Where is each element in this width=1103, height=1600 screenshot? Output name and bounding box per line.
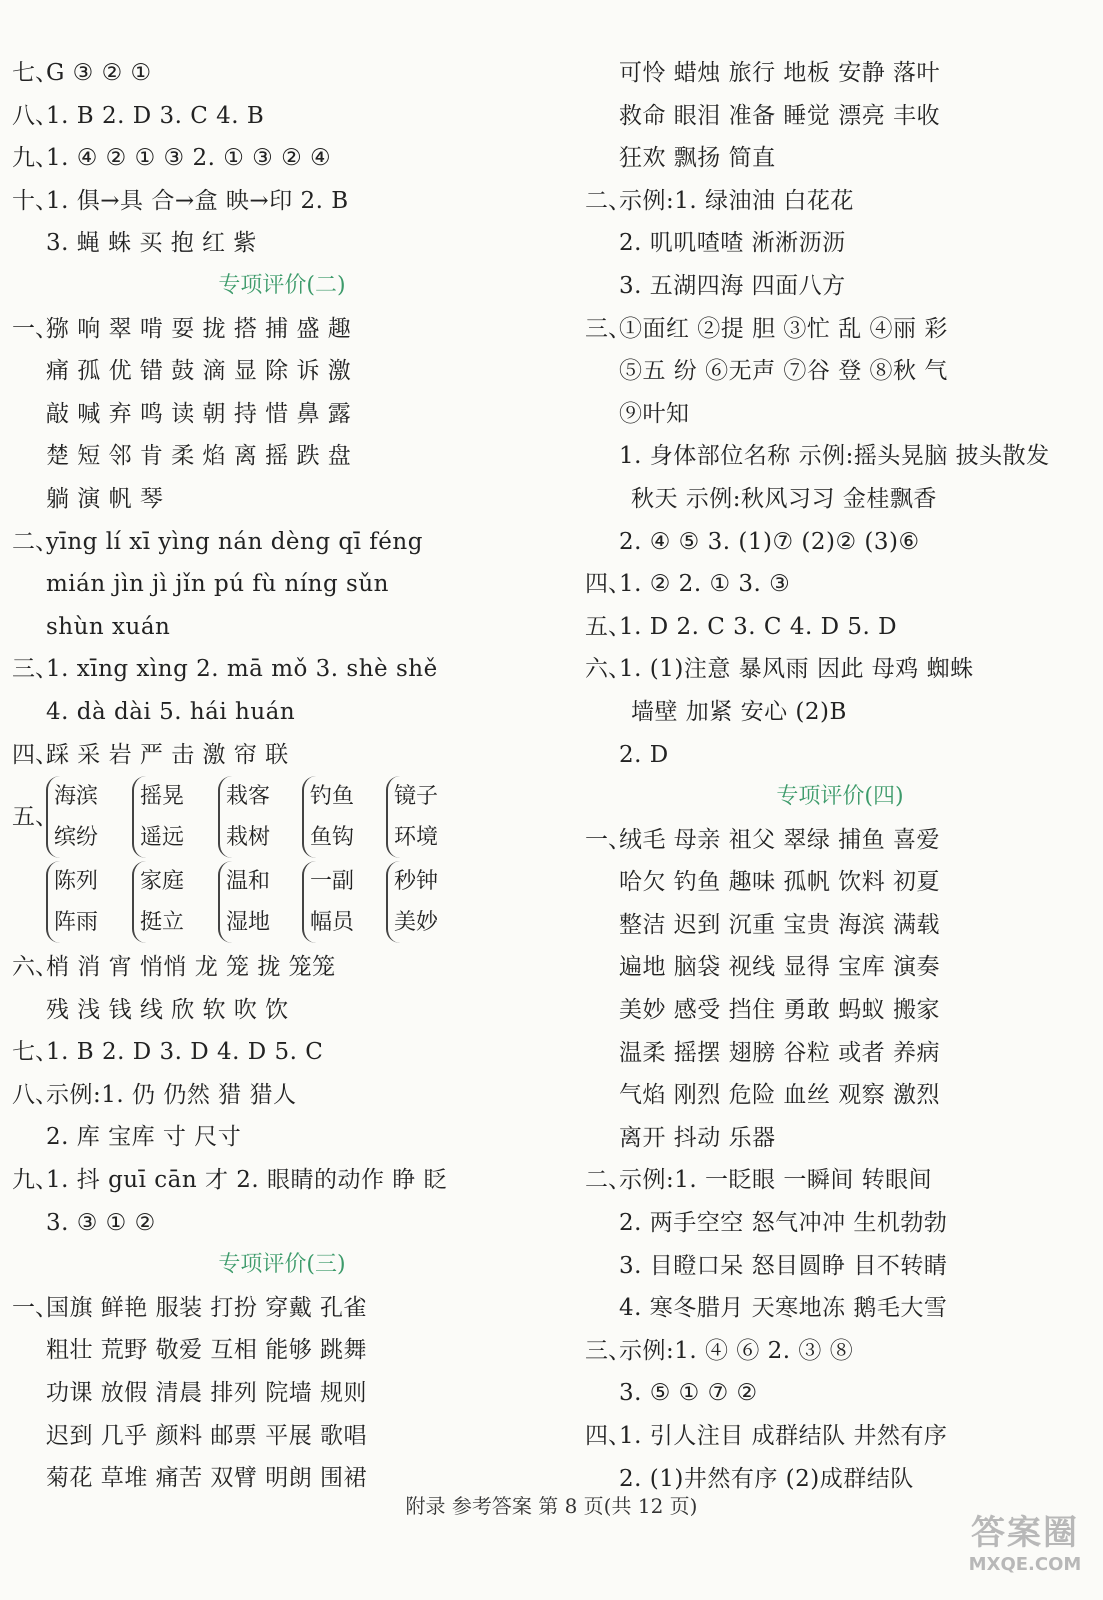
question-number: 三、	[585, 1337, 631, 1364]
answer-line	[585, 648, 1095, 691]
answer-text: 迟到 几乎 颜料 邮票 平展 歌唱	[46, 1422, 368, 1449]
answer-text: 温柔 摇摆 翅膀 谷粒 或者 养病	[619, 1039, 941, 1066]
answer-text: 2. 叽叽喳喳 淅淅沥沥	[619, 230, 846, 257]
answer-line	[585, 563, 1095, 606]
answer-line	[12, 137, 552, 180]
question-number: 二、	[585, 187, 631, 214]
answer-text: 1. 引人注目 成群结队 井然有序	[619, 1423, 948, 1449]
answer-text: 躺 演 帆 琴	[46, 485, 164, 512]
answer-text: 1. B 2. D 3. C 4. B	[46, 102, 265, 129]
question-number: 七、	[12, 1039, 58, 1066]
answer-text: 菊花 草堆 痛苦 双臂 明朗 围裙	[46, 1465, 368, 1492]
answer-text: 2. 库 宝库 寸 尺寸	[46, 1124, 242, 1151]
word: 钓鱼	[310, 784, 355, 810]
answer-line	[12, 1116, 552, 1159]
question-number: 五、	[12, 804, 58, 831]
answer-line	[585, 180, 1095, 223]
answer-text: mián jìn jì jǐn pú fù níng sǔn	[46, 571, 389, 598]
section-title: 专项评价(三)	[218, 1252, 346, 1278]
answer-text: 1. 身体部位名称 示例:摇头晃脑 披头散发	[619, 443, 1050, 470]
word: 摇晃	[140, 784, 185, 810]
answer-line	[12, 308, 552, 351]
word: 缤纷	[54, 825, 99, 851]
question-number: 三、	[585, 315, 631, 342]
answer-text: 可怜 蜡烛 旅行 地板 安静 落叶	[619, 60, 941, 86]
answer-line	[585, 478, 1095, 521]
question-number: 二、	[12, 528, 58, 555]
answer-line	[585, 1372, 1095, 1415]
answer-line	[12, 1372, 552, 1415]
word: 阵雨	[54, 910, 99, 936]
question-number: 九、	[12, 1167, 58, 1194]
answer-line	[12, 521, 552, 564]
answer-text: ①面红 ②提 胆 ③忙 乱 ④丽 彩	[619, 315, 948, 342]
word: 遥远	[140, 825, 185, 851]
answer-text: 1. 俱→具 合→盒 映→印 2. B	[46, 187, 349, 214]
answer-line	[585, 1415, 1095, 1458]
answer-line	[585, 222, 1095, 265]
answer-text: 国旗 鲜艳 服装 打扮 穿戴 孔雀	[46, 1294, 368, 1321]
answer-line	[585, 1287, 1095, 1330]
answer-text: 痛 孤 优 错 鼓 滴 显 除 诉 激	[46, 358, 352, 385]
question-number: 一、	[12, 1294, 58, 1321]
answer-text: 猕 响 翠 啃 耍 拢 搭 捕 盛 趣	[46, 315, 352, 342]
answer-text: 美妙 感受 挡住 勇敢 蚂蚁 搬家	[619, 997, 941, 1024]
answer-line	[585, 265, 1095, 308]
answer-text: 残 浅 钱 线 欣 软 吹 饮	[46, 996, 289, 1023]
answer-line	[585, 904, 1095, 947]
word: 陈列	[54, 869, 99, 895]
answer-text: 示例:1. 绿油油 白花花	[619, 187, 854, 214]
answer-text: shùn xuán	[46, 613, 171, 640]
answer-text: 救命 眼泪 准备 睡觉 漂亮 丰收	[619, 102, 941, 129]
answer-text: 示例:1. 仍 仍然 猎 猎人	[46, 1081, 297, 1108]
answer-line	[585, 946, 1095, 989]
word: 湿地	[226, 910, 271, 936]
answer-text: 敲 喊 弃 鸣 读 朝 持 惜 鼻 露	[46, 400, 352, 427]
answer-text: 4. 寒冬腊月 天寒地冻 鹅毛大雪	[619, 1295, 948, 1322]
question-number: 六、	[12, 954, 58, 981]
answer-text: 1. ④ ② ① ③ 2. ① ③ ② ④	[46, 145, 332, 172]
question-number: 一、	[585, 826, 631, 853]
answer-line	[12, 989, 552, 1032]
answer-text: 秋天 示例:秋风习习 金桂飘香	[631, 485, 937, 512]
answer-line	[12, 350, 552, 393]
answer-text: 1. (1)注意 暴风雨 因此 母鸡 蜘蛛	[619, 656, 974, 683]
answer-text: 粗壮 荒野 敬爱 互相 能够 跳舞	[46, 1337, 368, 1364]
answer-text: 踩 采 岩 严 击 激 帘 联	[46, 741, 289, 768]
answer-line	[585, 861, 1095, 904]
answer-text: 2. D	[619, 741, 669, 768]
answer-line	[585, 350, 1095, 393]
question-number: 五、	[585, 613, 631, 640]
answer-line	[585, 393, 1095, 436]
answer-line	[12, 1031, 552, 1074]
section-title: 专项评价(四)	[776, 784, 904, 810]
answer-text: 楚 短 邻 肯 柔 焰 离 摇 跌 盘	[46, 443, 352, 470]
answer-line	[585, 1032, 1095, 1075]
answer-line	[585, 308, 1095, 351]
answer-text: 3. 五湖四海 四面八方	[619, 272, 846, 299]
answer-text: 哈欠 钓鱼 趣味 孤帆 饮料 初夏	[619, 869, 941, 896]
word-pair-group	[302, 776, 390, 858]
answer-text: 绒毛 母亲 祖父 翠绿 捕鱼 喜爱	[619, 826, 941, 853]
question-number: 十、	[12, 187, 58, 214]
answer-text: 遍地 脑袋 视线 显得 宝库 演奏	[619, 954, 941, 981]
word: 秒钟	[394, 869, 439, 895]
answer-text: G ③ ② ①	[46, 60, 152, 86]
answer-text: 2. ④ ⑤ 3. (1)⑦ (2)② (3)⑥	[619, 528, 920, 555]
answer-text: 3. ⑤ ① ⑦ ②	[619, 1380, 758, 1407]
question-number: 二、	[585, 1167, 631, 1194]
answer-text: 1. D 2. C 3. C 4. D 5. D	[619, 613, 898, 640]
word: 美妙	[394, 910, 439, 936]
answer-line	[12, 435, 552, 478]
answer-text: 4. dà dài 5. hái huán	[46, 698, 296, 725]
word: 栽树	[226, 825, 271, 851]
word-pair-group	[218, 776, 306, 858]
word: 一副	[310, 869, 355, 895]
answer-line	[585, 1330, 1095, 1373]
word: 栽客	[226, 784, 271, 810]
answer-text: 整洁 迟到 沉重 宝贵 海滨 满载	[619, 911, 941, 938]
answer-line	[12, 95, 552, 138]
answer-line	[12, 1287, 552, 1330]
question-number: 三、	[12, 656, 58, 683]
question-number: 四、	[12, 741, 58, 768]
answer-line	[12, 1159, 552, 1202]
answer-text: 2. (1)井然有序 (2)成群结队	[619, 1465, 914, 1492]
question-number: 八、	[12, 102, 58, 129]
answer-text: 2. 两手空空 怒气冲冲 生机勃勃	[619, 1210, 948, 1237]
brace-row	[12, 861, 552, 946]
word: 环境	[394, 825, 439, 851]
answer-text: 梢 消 宵 悄悄 龙 笼 拢 笼笼	[46, 954, 336, 981]
answer-line	[12, 946, 552, 989]
word: 幅员	[310, 910, 355, 936]
answer-line	[585, 1074, 1095, 1117]
word-pair-group	[46, 861, 134, 943]
word: 镜子	[394, 784, 439, 810]
answer-line	[585, 435, 1095, 478]
word: 温和	[226, 869, 271, 895]
answer-text: 3. ③ ① ②	[46, 1209, 156, 1236]
word: 海滨	[54, 784, 99, 810]
answer-line	[12, 52, 552, 95]
answer-line	[12, 1202, 552, 1245]
answer-line	[585, 521, 1095, 564]
question-number: 九、	[12, 145, 58, 172]
answer-line	[585, 734, 1095, 777]
question-number: 四、	[585, 571, 631, 598]
answer-line	[585, 606, 1095, 649]
section-title: 专项评价(二)	[218, 272, 346, 298]
page-footer: 附录 参考答案 第 8 页(共 12 页)	[405, 1494, 698, 1518]
word-pair-group	[132, 861, 220, 943]
answer-line	[12, 180, 552, 223]
answer-text: 功课 放假 清晨 排列 院墙 规则	[46, 1380, 368, 1407]
answer-line	[585, 819, 1095, 862]
answer-line	[585, 1159, 1095, 1202]
answer-line	[585, 1245, 1095, 1288]
right-column	[585, 52, 1095, 1500]
answer-text: yīng lí xī yìng nán dèng qī féng	[46, 528, 423, 555]
answer-line	[585, 52, 1095, 95]
question-number: 六、	[585, 656, 631, 683]
question-number: 八、	[12, 1081, 58, 1108]
question-number: 七、	[12, 60, 58, 86]
answer-line	[12, 606, 552, 649]
answer-text: 狂欢 飘扬 简直	[619, 145, 776, 172]
word-pair-group	[386, 776, 474, 858]
word: 挺立	[140, 910, 185, 936]
answer-line	[585, 691, 1095, 734]
answer-line	[12, 1074, 552, 1117]
answer-line	[12, 648, 552, 691]
answer-line	[585, 989, 1095, 1032]
answer-line	[585, 137, 1095, 180]
answer-line	[12, 563, 552, 606]
answer-text: 墙壁 加紧 安心 (2)B	[631, 698, 847, 725]
word: 家庭	[140, 869, 185, 895]
answer-line	[585, 1202, 1095, 1245]
answer-line	[12, 222, 552, 265]
answer-text: 1. B 2. D 3. D 4. D 5. C	[46, 1039, 324, 1066]
answer-text: 离开 抖动 乐器	[619, 1124, 776, 1151]
word-pair-group	[302, 861, 390, 943]
answer-text: ⑤五 纷 ⑥无声 ⑦谷 登 ⑧秋 气	[619, 358, 948, 385]
question-number: 四、	[585, 1423, 631, 1449]
question-number: 一、	[12, 315, 58, 342]
answer-line	[12, 734, 552, 777]
answer-line	[12, 1329, 552, 1372]
answer-text: 3. 目瞪口呆 怒目圆睁 目不转睛	[619, 1252, 948, 1279]
answer-text: 示例:1. 一眨眼 一瞬间 转眼间	[619, 1167, 933, 1194]
answer-line	[12, 393, 552, 436]
answer-line	[12, 1415, 552, 1458]
answer-text: 示例:1. ④ ⑥ 2. ③ ⑧	[619, 1337, 854, 1364]
answer-text: 气焰 刚烈 危险 血丝 观察 激烈	[619, 1082, 941, 1109]
answer-text: 1. 抖 guī cān 才 2. 眼睛的动作 睁 眨	[46, 1167, 448, 1194]
word-pair-group	[218, 861, 306, 943]
answer-line	[585, 95, 1095, 138]
word: 鱼钩	[310, 825, 355, 851]
word-pair-group	[386, 861, 474, 943]
answer-text: ⑨叶知	[619, 400, 690, 427]
answer-line	[12, 691, 552, 734]
brace-row	[12, 776, 552, 861]
watermark-logo: 答案圈 MXQE.COM	[968, 1513, 1082, 1575]
left-column	[12, 52, 552, 1500]
answer-text: 1. ② 2. ① 3. ③	[619, 571, 791, 598]
word-pair-group	[46, 776, 134, 858]
word-pair-group	[132, 776, 220, 858]
answer-line	[585, 1117, 1095, 1160]
answer-text: 3. 蝇 蛛 买 抱 红 紫	[46, 230, 257, 257]
answer-line	[12, 478, 552, 521]
answer-text: 1. xīng xìng 2. mā mǒ 3. shè shě	[46, 656, 438, 683]
